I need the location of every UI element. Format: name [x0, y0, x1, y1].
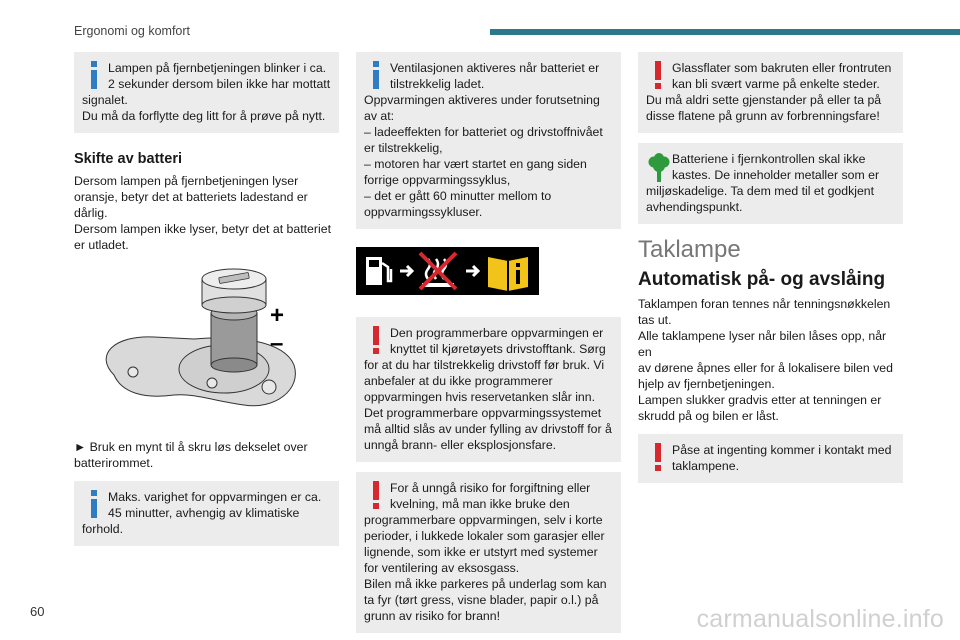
box-text: Du må da forflytte deg litt for å prøve på nytt. [82, 109, 326, 123]
instruction-step: ► Bruk en mynt til å skru løs dekselet over [74, 440, 308, 454]
box-text: knyttet til kjøretøyets drivstofftank. Sørg [390, 342, 606, 356]
box-text: 45 minutter, avhengig av klimatiske [108, 506, 300, 520]
box-text: Glassflater som bakruten eller frontruten [672, 61, 892, 75]
box-text: miljøskadelige. Ta dem med til et godkjent [646, 184, 875, 198]
instruction-step: batterirommet. [74, 456, 154, 470]
box-text: – ladeeffekten for batteriet og drivstoffnivået [364, 125, 603, 139]
box-text: Du må aldri sette gjenstander på eller ta på [646, 93, 882, 107]
paragraph-line: Dersom lampen ikke lyser, betyr det at batteriet [74, 222, 331, 236]
box-text: forhold. [82, 522, 124, 536]
box-text: Maks. varighet for oppvarmingen er ca. [108, 490, 322, 504]
info-box [356, 52, 621, 229]
header-accent-bar [490, 29, 960, 35]
info-box [74, 52, 339, 133]
box-text: av at: [364, 109, 395, 123]
box-text: Lampen på fjernbetjeningen blinker i ca. [108, 61, 327, 75]
paragraph-line: hjelp av fjernbetjeningen. [638, 377, 775, 391]
box-text: Den programmerbare oppvarmingen er [390, 326, 604, 340]
paragraph-line: Taklampen foran tennes når tenningsnøkkelen [638, 297, 891, 311]
box-text: Påse at ingenting kommer i kontakt med [672, 443, 892, 457]
column-3 [638, 52, 903, 493]
plus-sign: + [270, 302, 285, 329]
page-number: 60 [30, 604, 45, 619]
box-text: oppvarmingen hvis reservetanken slår inn. [364, 390, 596, 404]
box-text: kastes. De inneholder metaller som er [672, 168, 880, 182]
box-text: avhendingspunkt. [646, 200, 743, 214]
battery-cover-illustration [74, 265, 339, 427]
paragraph-line: tas ut. [638, 313, 672, 327]
box-text: oppvarmingssykluser. [364, 205, 483, 219]
box-text: taklampene. [672, 459, 739, 473]
box-text: for at du har tilstrekkelig drivstoff før bruk. Vi [364, 358, 605, 372]
section-heading: Skifte av batteri [74, 151, 182, 167]
box-text: er tilstrekkelig, [364, 141, 443, 155]
warning-box [638, 52, 903, 133]
box-text: disse flatene på grunn av forbrenningsfare! [646, 109, 880, 123]
paragraph-line: dårlig. [74, 206, 108, 220]
warning-box [638, 434, 903, 483]
paragraph-line: Dersom lampen på fjernbetjeningen lyser [74, 174, 299, 188]
warning-box [356, 317, 621, 462]
box-text: For å unngå risiko for forgiftning eller [390, 481, 591, 495]
box-text: kvelning, må man ikke bruke den [390, 497, 570, 511]
running-header: Ergonomi og komfort [74, 24, 191, 38]
paragraph-line: skrudd på og bilen er låst. [638, 409, 779, 423]
paragraph-line: Lampen slukker gradvis etter at tenningen er [638, 393, 882, 407]
box-text: tilstrekkelig ladet. [390, 77, 485, 91]
section-heading: Automatisk på- og avslåing [638, 269, 886, 290]
box-text: – det er gått 60 minutter mellom to [364, 189, 552, 203]
box-text: programmerbare oppvarmingen, selv i korte [364, 513, 603, 527]
column-1 [74, 52, 339, 556]
box-text: Det programmerbare oppvarmingssystemet [364, 406, 602, 420]
box-text: – motoren har vært startet en gang siden [364, 157, 587, 171]
chapter-title: Taklampe [638, 236, 741, 263]
paragraph-line: av dørene åpnes eller for å lokalisere bilen ved [638, 361, 893, 375]
box-text: ta fyr (tørt gress, visne blader, papir o.l.) på [364, 593, 599, 607]
box-text: lignende, som ikke er utstyrt med systemer [364, 545, 598, 559]
box-text: perioder, i lukkede lokaler som garasjer eller [364, 529, 605, 543]
column-2 [356, 52, 621, 640]
box-text: for ventilering av eksosgass. [364, 561, 520, 575]
manual-book-icon [488, 257, 528, 291]
box-text: Ventilasjonen aktiveres når batteriet er [390, 61, 600, 75]
box-text: kan bli svært varme på enkelte steder. [672, 77, 880, 91]
box-text: forrige oppvarmingssyklus, [364, 173, 511, 187]
box-text: Bilen må ikke parkeres på underlag som kan [364, 577, 607, 591]
box-text: 2 sekunder dersom bilen ikke har mottatt [108, 77, 331, 91]
box-text: grunn av risiko for brann! [364, 609, 501, 623]
box-text: anbefaler at du ikke programmerer [364, 374, 553, 388]
warning-symbols-strip [356, 247, 539, 295]
box-text: unngå brann- eller eksplosjonsfare. [364, 438, 557, 452]
watermark: carmanualsonline.info [696, 605, 944, 633]
minus-sign: – [270, 330, 284, 357]
paragraph-line: oransje, betyr det at batteriets ladestand er [74, 190, 308, 204]
box-text: Batteriene i fjernkontrollen skal ikke [672, 152, 866, 166]
box-text: Oppvarmingen aktiveres under forutsetning [364, 93, 600, 107]
info-box [74, 481, 339, 546]
box-text: må alltid slås av under fylling av drivstoff for å [364, 422, 612, 436]
paragraph-line: er utladet. [74, 238, 129, 252]
environment-box [638, 143, 903, 224]
box-text: signalet. [82, 93, 128, 107]
paragraph-line: Alle taklampene lyser når bilen låses opp, når en [638, 329, 887, 359]
warning-box [356, 472, 621, 633]
